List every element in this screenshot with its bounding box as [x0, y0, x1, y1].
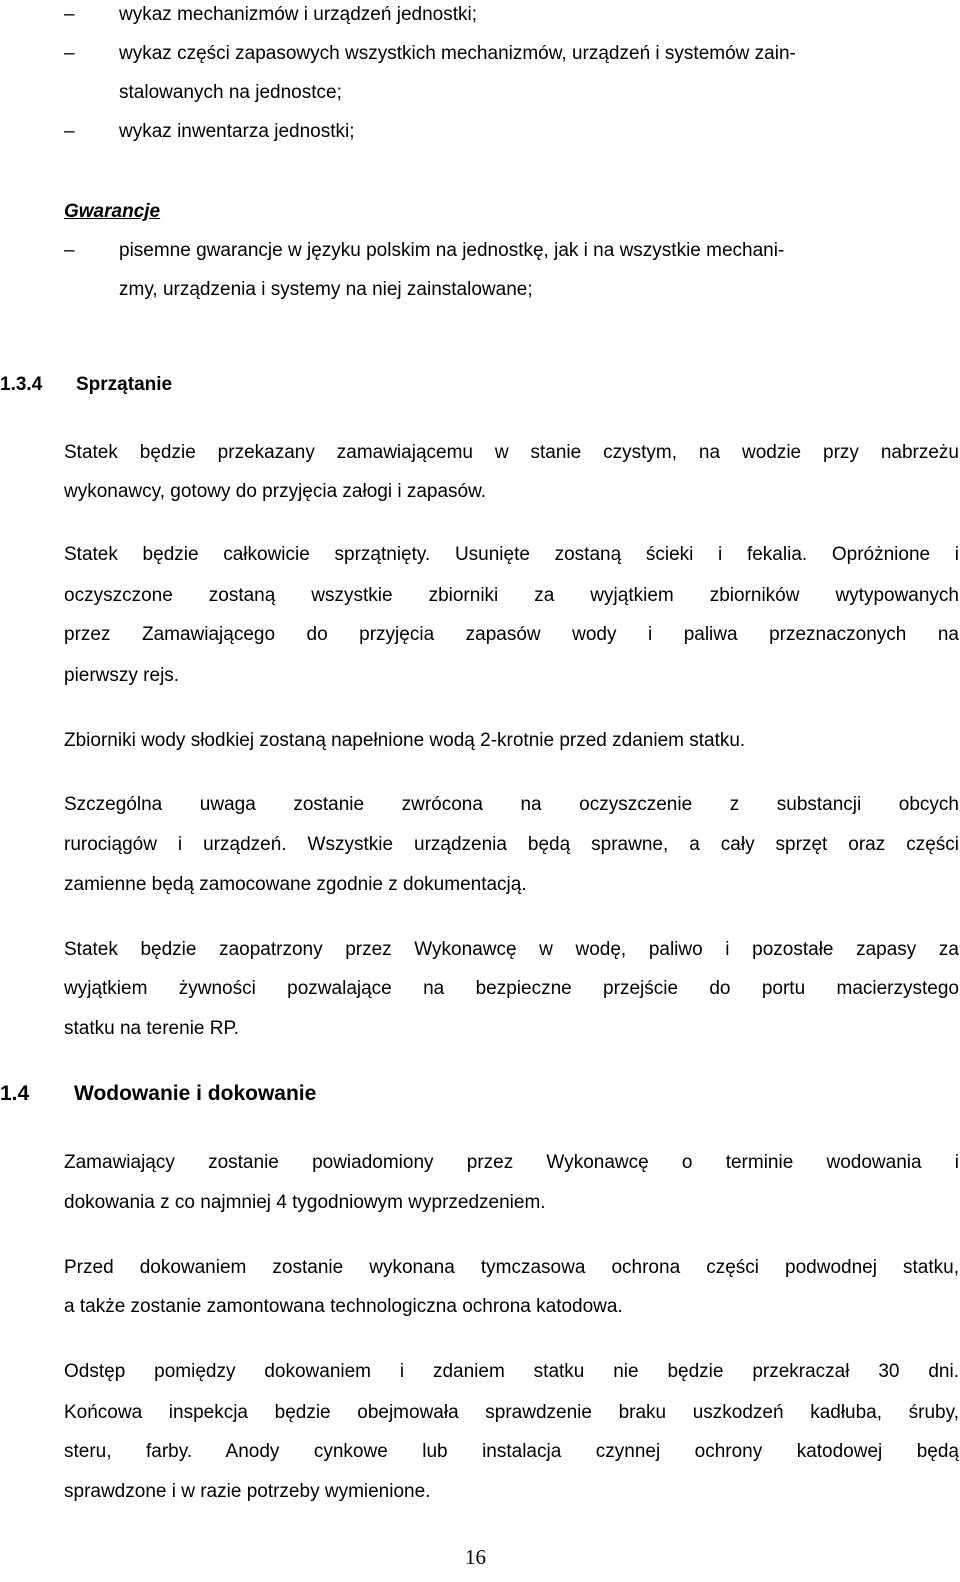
page-number: 16: [465, 1545, 486, 1569]
list-item-continuation: stalowanych na jednostce;: [119, 82, 342, 103]
paragraph-line: Przed dokowaniem zostanie wykonana tymczasowa ochrona części podwodnej statku,: [64, 1257, 959, 1278]
paragraph-line: pierwszy rejs.: [64, 665, 180, 686]
section-title: Wodowanie i dokowanie: [74, 1082, 317, 1105]
paragraph-line: Zamawiający zostanie powiadomiony przez Wykonawcę o terminie wodowania i: [64, 1152, 959, 1173]
paragraph-line: dokowania z co najmniej 4 tygodniowym wyprzedzeniem.: [64, 1192, 546, 1213]
paragraph-line: Końcowa inspekcja będzie obejmowała sprawdzenie braku uszkodzeń kadłuba, śruby,: [64, 1402, 959, 1423]
section-number: 1.4: [0, 1082, 30, 1105]
paragraph-line: a także zostanie zamontowana technologiczna ochrona katodowa.: [64, 1296, 623, 1317]
paragraph-line: oczyszczone zostaną wszystkie zbiorniki za wyjątkiem zbiorników wytypowanych: [64, 585, 959, 606]
paragraph-line: steru, farby. Anody cynkowe lub instalacja czynnej ochrony katodowej będą: [64, 1441, 959, 1462]
paragraph-line: sprawdzone i w razie potrzeby wymienione.: [64, 1481, 431, 1502]
paragraph-line: Statek będzie zaopatrzony przez Wykonawcę w wodę, paliwo i pozostałe zapasy za: [64, 939, 959, 960]
paragraph-line: Zbiorniki wody słodkiej zostaną napełnione wodą 2-krotnie przed zdaniem statku.: [64, 730, 746, 751]
paragraph-line: Odstęp pomiędzy dokowaniem i zdaniem statku nie będzie przekraczał 30 dni.: [64, 1361, 959, 1382]
list-dash: –: [64, 43, 75, 64]
paragraph-line: Statek będzie całkowicie sprzątnięty. Usunięte zostaną ścieki i fekalia. Opróżnione i: [64, 544, 959, 565]
section-number: 1.3.4: [0, 374, 43, 395]
section-title: Sprzątanie: [76, 374, 173, 395]
list-dash: –: [64, 121, 75, 142]
list-item: pisemne gwarancje w języku polskim na jednostkę, jak i na wszystkie mechani-: [119, 240, 785, 261]
guarantees-heading: Gwarancje: [64, 201, 161, 222]
list-item: wykaz mechanizmów i urządzeń jednostki;: [119, 4, 477, 25]
paragraph-line: rurociągów i urządzeń. Wszystkie urządzenia będą sprawne, a cały sprzęt oraz części: [64, 834, 959, 855]
paragraph-line: wyjątkiem żywności pozwalające na bezpieczne przejście do portu macierzystego: [64, 978, 959, 999]
list-dash: –: [64, 4, 75, 25]
paragraph-line: zamienne będą zamocowane zgodnie z dokumentacją.: [64, 874, 527, 895]
list-dash: –: [64, 240, 75, 261]
list-item-continuation: zmy, urządzenia i systemy na niej zainstalowane;: [119, 279, 533, 300]
paragraph-line: Statek będzie przekazany zamawiającemu w stanie czystym, na wodzie przy nabrzeżu: [64, 442, 959, 463]
paragraph-line: przez Zamawiającego do przyjęcia zapasów wody i paliwa przeznaczonych na: [64, 624, 959, 645]
paragraph-line: Szczególna uwaga zostanie zwrócona na oczyszczenie z substancji obcych: [64, 794, 959, 815]
paragraph-line: wykonawcy, gotowy do przyjęcia załogi i zapasów.: [64, 481, 487, 502]
paragraph-line: statku na terenie RP.: [64, 1018, 239, 1039]
list-item: wykaz inwentarza jednostki;: [119, 121, 355, 142]
list-item: wykaz części zapasowych wszystkich mechanizmów, urządzeń i systemów zain-: [119, 43, 796, 64]
